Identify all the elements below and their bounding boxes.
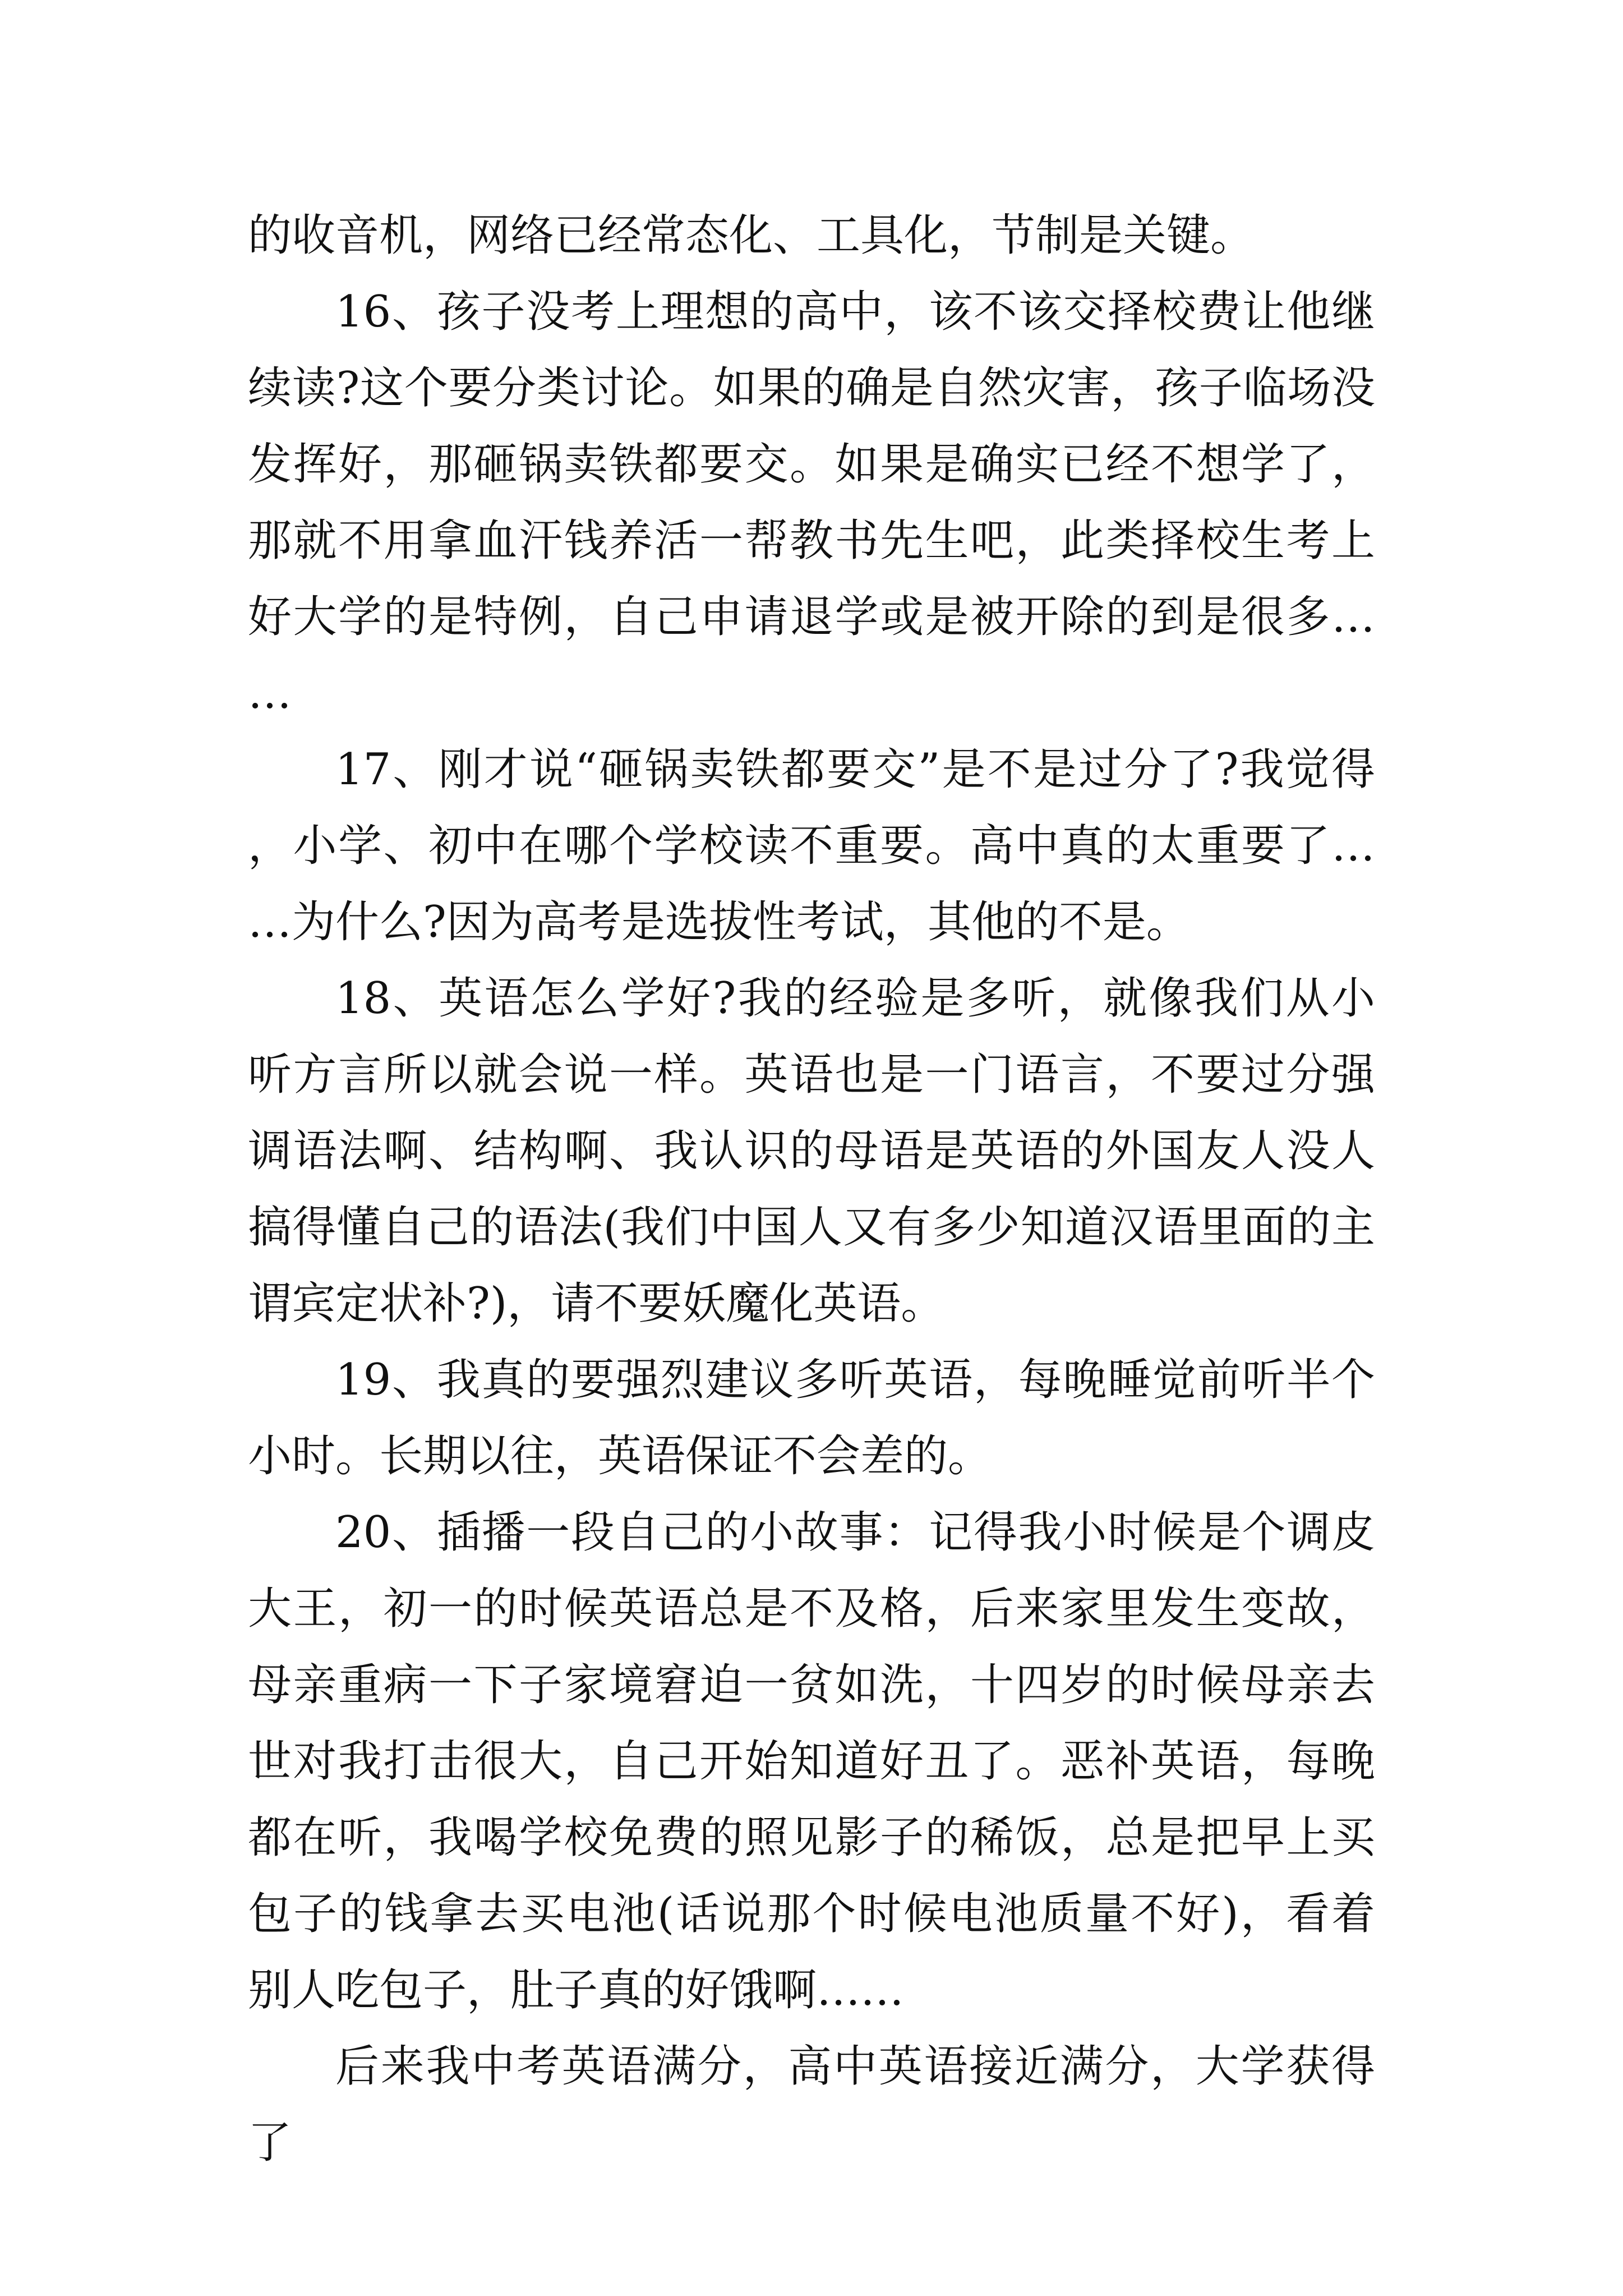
paragraph-item-20: 20、插播一段自己的小故事：记得我小时候是个调皮大王，初一的时候英语总是不及格，后来家里发生变故，母亲重病一下子家境窘迫一贫如洗，十四岁的时候母亲去世对我打击很大，自己开始知道好丑了。恶补英语，每晚都在听，我喝学校免费的照见影子的稀饭，总是把早上买包子的钱拿去买电池(话说那个时候电池质量不好)，看着别人吃包子，肚子真的好饿啊…… — [248, 1507, 1375, 2016]
paragraph-item-17: 17、刚才说“砸锅卖铁都要交”是不是过分了?我觉得，小学、初中在哪个学校读不重要。高中真的太重要了……为什么?因为高考是选拔性考试，其他的不是。 — [248, 744, 1375, 947]
paragraph-item-16: 16、孩子没考上理想的高中，该不该交择校费让他继续读?这个要分类讨论。如果的确是自然灾害，孩子临场没发挥好，那砸锅卖铁都要交。如果是确实已经不想学了，那就不用拿血汗钱养活一帮教书先生吧，此类择校生考上好大学的是特例，自己申请退学或是被开除的到是很多…… — [248, 287, 1375, 719]
paragraph-item-19: 19、我真的要强烈建议多听英语，每晚睡觉前听半个小时。长期以往，英语保证不会差的。 — [248, 1355, 1375, 1481]
paragraph-continuation: 的收音机，网络已经常态化、工具化，节制是关键。 — [248, 210, 1255, 261]
body-text — [248, 197, 1375, 2181]
paragraph-item-18: 18、英语怎么学好?我的经验是多听，就像我们从小听方言所以就会说一样。英语也是一门语言，不要过分强调语法啊、结构啊、我认识的母语是英语的外国友人没人搞得懂自己的语法(我们中国人又有多少知道汉语里面的主谓宾定状补?)，请不要妖魔化英语。 — [248, 973, 1375, 1329]
paragraph-story-continued: 后来我中考英语满分，高中英语接近满分，大学获得了 — [248, 2041, 1375, 2168]
